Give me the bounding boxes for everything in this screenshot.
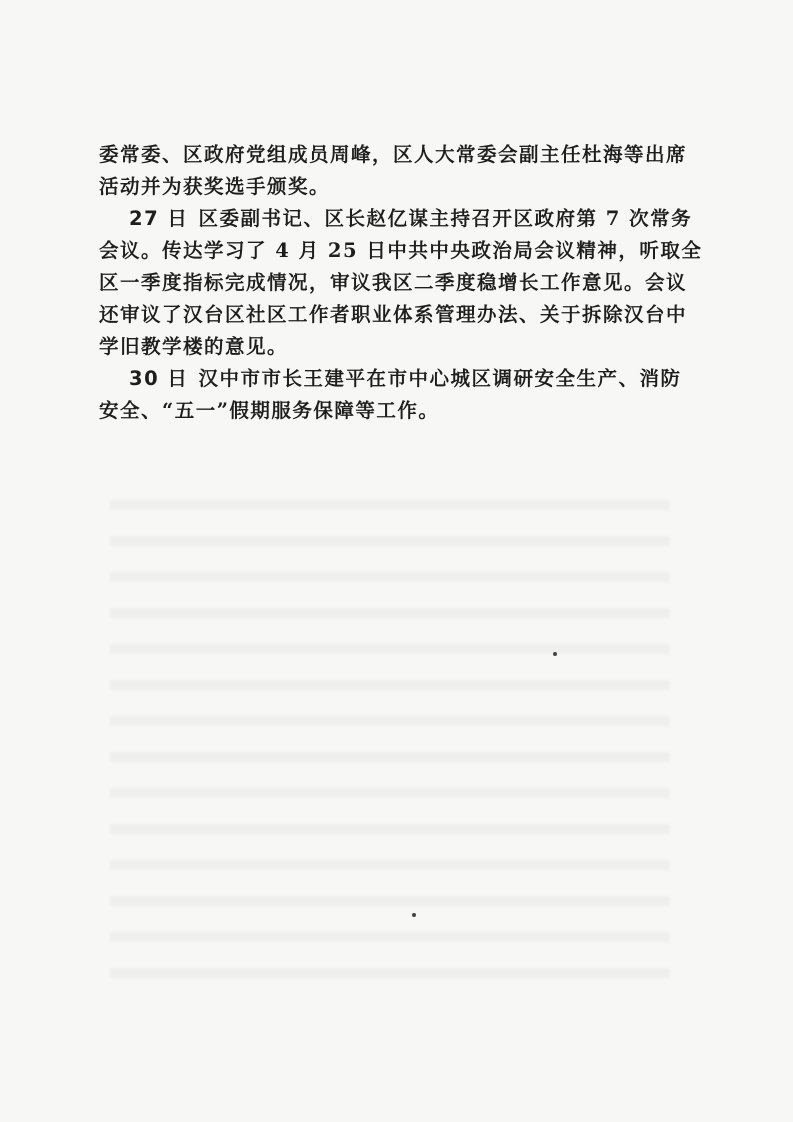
text-line: 安全、“五一”假期服务保障等工作。: [99, 399, 440, 422]
entry-date: 27 日: [129, 207, 189, 230]
speck: [412, 913, 416, 917]
text-line: 会议。传达学习了 4 月 25 日中共中央政治局会议精神，听取全: [99, 239, 703, 262]
text-line: 活动并为获奖选手颁奖。: [99, 175, 331, 198]
text-line: 汉中市市长王建平在市中心城区调研安全生产、消防: [198, 367, 682, 390]
speck: [553, 652, 557, 656]
entry-date: 30 日: [129, 367, 189, 390]
entry-27: [99, 203, 703, 363]
text-line: 区委副书记、区长赵亿谋主持召开区政府第 7 次常务: [198, 207, 693, 230]
text-line: 学旧教学楼的意见。: [99, 335, 289, 358]
entry-continuation: [99, 139, 687, 203]
text-line: 区一季度指标完成情况，审议我区二季度稳增长工作意见。会议: [99, 271, 688, 294]
text-line: 还审议了汉台区社区工作者职业体系管理办法、关于拆除汉台中: [99, 303, 688, 326]
entry-30: [99, 363, 687, 427]
text-line: 委常委、区政府党组成员周峰，区人大常委会副主任杜海等出席: [99, 143, 688, 166]
chronicle-text: [99, 139, 703, 427]
bleed-through-text: [110, 480, 670, 1000]
